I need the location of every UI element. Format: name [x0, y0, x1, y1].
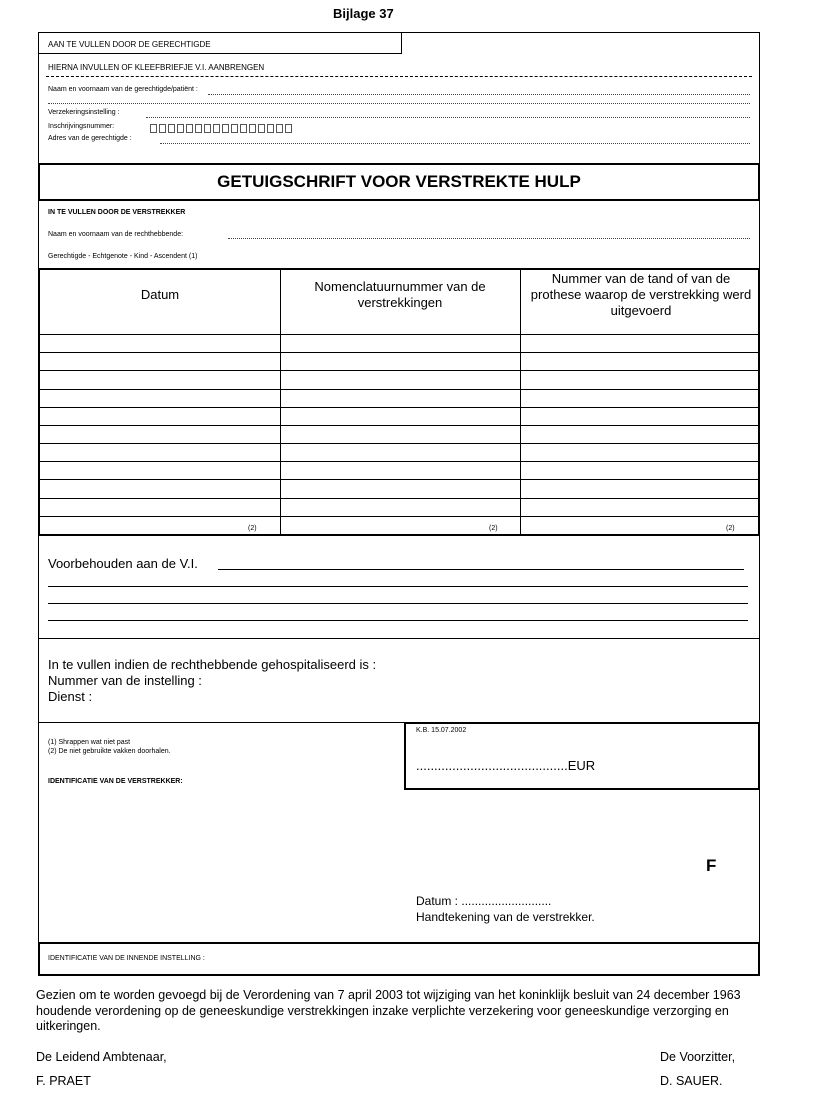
signatory-right-title: De Voorzitter, [660, 1050, 736, 1064]
footnote-marker-col3: (2) [726, 525, 735, 532]
patient-section-label: AAN TE VULLEN DOOR DE GERECHTIGDE [48, 40, 211, 49]
signature-date-label: Datum : [416, 894, 459, 908]
table-row[interactable] [39, 370, 759, 371]
registration-digit-box[interactable] [159, 124, 166, 133]
table-row[interactable] [39, 334, 759, 335]
currency-label: EUR [567, 758, 596, 773]
annex-title: Bijlage 37 [333, 6, 394, 21]
address-label: Adres van de gerechtigde : [48, 135, 132, 142]
registration-digit-box[interactable] [276, 124, 283, 133]
decree-label: K.B. 15.07.2002 [416, 727, 467, 734]
insurer-label: Verzekeringsinstelling : [48, 109, 120, 116]
hospital-line-2: Nummer van de instelling : [48, 673, 202, 688]
insurer-field[interactable] [146, 117, 750, 118]
registration-digit-box[interactable] [195, 124, 202, 133]
registration-digit-box[interactable] [240, 124, 247, 133]
hospital-line-3: Dienst : [48, 689, 93, 704]
table-row[interactable] [39, 425, 759, 426]
footnote-marker-col2: (2) [489, 525, 498, 532]
registration-digit-box[interactable] [177, 124, 184, 133]
registration-digit-box[interactable] [267, 124, 274, 133]
relation-label: Gerechtigde - Echtgenote - Kind - Ascendent (1) [48, 253, 198, 260]
reserved-line-1[interactable] [218, 569, 744, 570]
amount-field[interactable] [416, 758, 595, 773]
table-row[interactable] [39, 479, 759, 480]
signature-date-dots: ........................... [461, 894, 552, 908]
reserved-label: Voorbehouden aan de V.I. [48, 556, 198, 571]
registration-digit-box[interactable] [231, 124, 238, 133]
registration-digit-box[interactable] [186, 124, 193, 133]
column-header-tooth: Nummer van de tand of van de prothese waarop de verstrekking werd uitgevoerd [530, 271, 752, 318]
institution-label: IDENTIFICATIE VAN DE INNENDE INSTELLING : [48, 955, 205, 962]
form-code-letter: F [706, 856, 717, 875]
amount-dots: .......................................... [416, 758, 568, 773]
form-title: GETUIGSCHRIFT VOOR VERSTREKTE HULP [217, 172, 581, 191]
signature-date[interactable] [416, 894, 551, 908]
reserved-section-divider [38, 638, 760, 639]
reserved-line-2[interactable] [48, 586, 748, 587]
hospital-line-1: In te vullen indien de rechthebbende gehospitaliseerd is : [48, 657, 377, 672]
registration-digit-box[interactable] [285, 124, 292, 133]
beneficiary-name-label: Naam en voornaam van de rechthebbende: [48, 231, 184, 238]
table-row[interactable] [39, 443, 759, 444]
registration-label: Inschrijvingsnummer: [48, 123, 115, 130]
note-2: (2) De niet gebruikte vakken doorhalen. [48, 748, 171, 755]
note-1: (1) Shrappen wat niet past [48, 739, 131, 746]
table-row[interactable] [39, 461, 759, 462]
column-header-nomenclature: Nomenclatuurnummer van de verstrekkingen [314, 279, 486, 310]
registration-digit-box[interactable] [168, 124, 175, 133]
footer-text: Gezien om te worden gevoegd bij de Verordening van 7 april 2003 tot wijziging van het koninklijk besluit van 24 december 1963 houdende verordening op de geneeskundige verstrekkingen inzake verplichte verzekering voor geneeskundige verzorging en uitkeringen. [36, 988, 741, 1033]
signature-label: Handtekening van de verstrekker. [416, 910, 595, 924]
address-field[interactable] [160, 143, 750, 144]
patient-name-field-2[interactable] [48, 103, 750, 104]
table-col-divider-1 [280, 268, 281, 536]
footnote-marker-col1: (2) [248, 525, 257, 532]
table-col-divider-2 [520, 268, 521, 536]
registration-number-boxes[interactable] [150, 120, 294, 138]
patient-name-field[interactable] [208, 94, 750, 95]
registration-digit-box[interactable] [222, 124, 229, 133]
table-row[interactable] [39, 389, 759, 390]
reserved-line-3[interactable] [48, 603, 748, 604]
reserved-line-4[interactable] [48, 620, 748, 621]
dashed-separator [46, 76, 752, 77]
registration-digit-box[interactable] [213, 124, 220, 133]
column-header-date: Datum [140, 287, 180, 302]
registration-digit-box[interactable] [249, 124, 256, 133]
sticker-label: HIERNA INVULLEN OF KLEEFBRIEFJE V.I. AANBRENGEN [48, 63, 265, 72]
registration-digit-box[interactable] [150, 124, 157, 133]
beneficiary-name-field[interactable] [228, 238, 750, 239]
table-row[interactable] [39, 407, 759, 408]
provider-identification-label: IDENTIFICATIE VAN DE VERSTREKKER: [48, 778, 183, 785]
signatory-left-name: F. PRAET [36, 1074, 91, 1088]
registration-digit-box[interactable] [204, 124, 211, 133]
patient-name-label: Naam en voornaam van de gerechtigde/patiënt : [48, 86, 198, 93]
table-row[interactable] [39, 352, 759, 353]
table-row[interactable] [39, 516, 759, 517]
registration-digit-box[interactable] [258, 124, 265, 133]
provider-section-label: IN TE VULLEN DOOR DE VERSTREKKER [48, 209, 186, 216]
table-row[interactable] [39, 498, 759, 499]
signatory-right-name: D. SAUER. [660, 1074, 723, 1088]
signatory-left-title: De Leidend Ambtenaar, [36, 1050, 167, 1064]
